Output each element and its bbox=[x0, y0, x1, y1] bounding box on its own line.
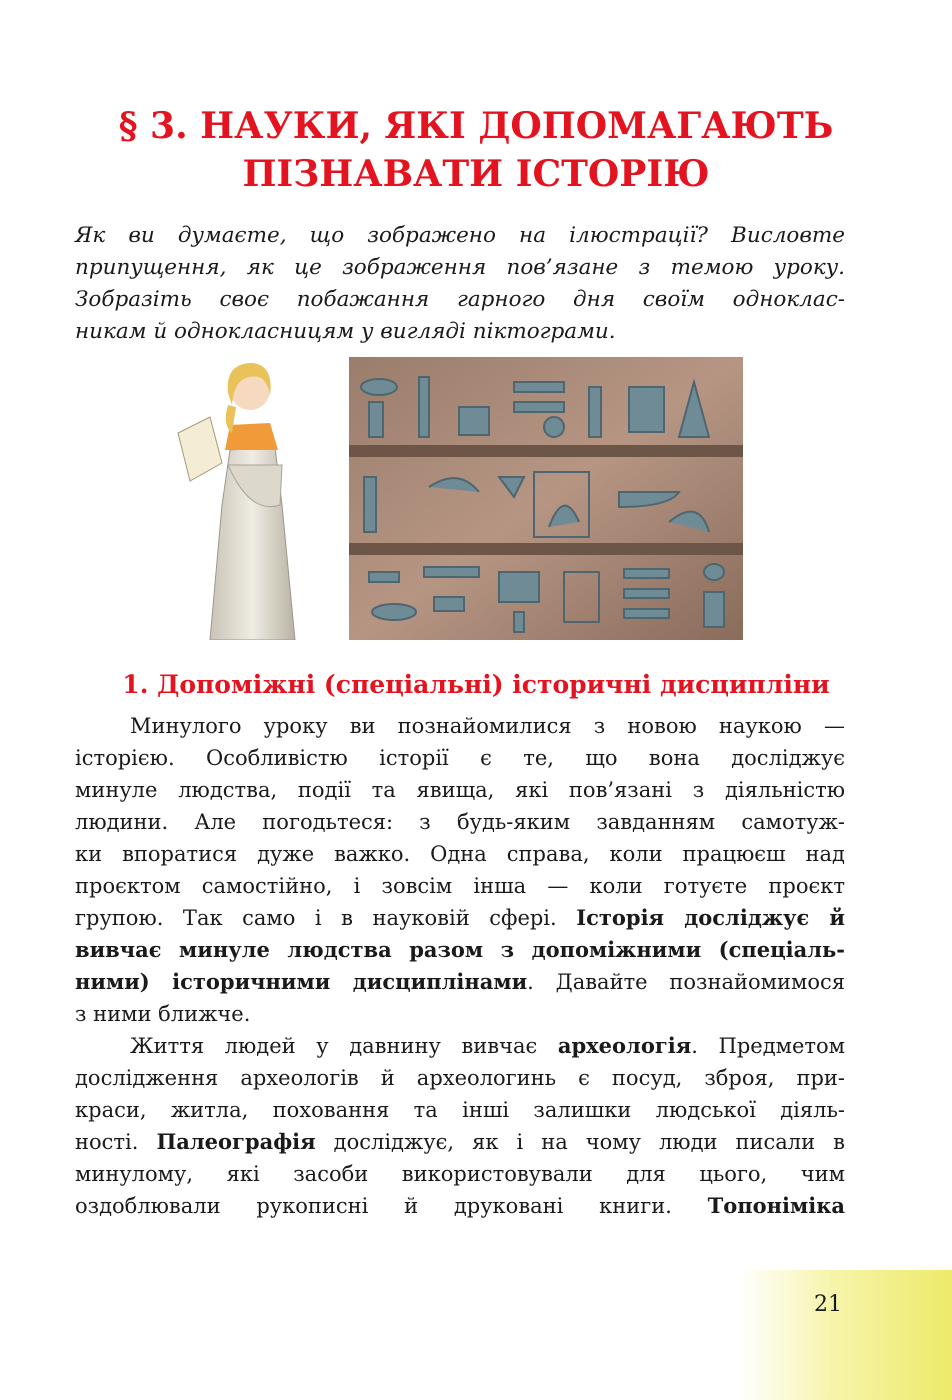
text-line: проєктом самостійно, і зовсім інша — коли готуєте проєкт bbox=[75, 874, 845, 898]
page-corner-decoration bbox=[740, 1270, 952, 1400]
text-fragment: групою. Так само і в науковій сфері. bbox=[75, 906, 557, 930]
text-fragment: оздоблювали рукописні й друковані книги. bbox=[75, 1194, 672, 1218]
section-heading: 1. Допоміжні (спеціальні) історичні дисципліни bbox=[122, 670, 830, 699]
text-line bbox=[75, 934, 845, 966]
intro-line: Як ви думаєте, що зображено на ілюстрації? Висловте bbox=[75, 223, 845, 248]
text-line: минулому, які засоби використовували для цього, чим bbox=[75, 1162, 845, 1186]
title-line-1: § 3. НАУКИ, ЯКІ ДОПОМАГАЮТЬ bbox=[118, 105, 834, 147]
page-number: 21 bbox=[814, 1292, 842, 1317]
text-fragment: . Давайте познайомимося bbox=[527, 970, 845, 994]
text-line: ки впоратися дуже важко. Одна справа, коли працюєш над bbox=[75, 842, 845, 866]
text-line: минуле людства, події та явища, які пов’язані з діяльністю bbox=[75, 778, 845, 802]
text-line bbox=[75, 966, 845, 998]
bold-term-toponymy: Топоніміка bbox=[707, 1193, 845, 1218]
bold-term: вивчає минуле людства разом з допоміжними (спеціаль- bbox=[75, 937, 845, 962]
intro-line: Зобразіть своє побажання гарного дня своїм однoклас- bbox=[75, 287, 845, 312]
hieroglyphs-photo bbox=[349, 357, 743, 640]
text-line: Минулого уроку ви познайомилися з новою наукою — bbox=[130, 714, 845, 738]
main-text bbox=[75, 710, 845, 1222]
paragraph-title bbox=[0, 102, 952, 198]
bold-term: Історія досліджує й bbox=[576, 905, 845, 930]
bold-term: ними) історичними дисциплінами bbox=[75, 969, 528, 994]
text-line: з ними ближче. bbox=[75, 1002, 251, 1026]
text-fragment: ності. bbox=[75, 1130, 139, 1154]
text-line: людини. Але погодьтеся: з будь-яким завданням самотуж- bbox=[75, 810, 845, 834]
title-line-2: ПІЗНАВАТИ ІСТОРІЮ bbox=[242, 153, 710, 195]
text-line: історією. Особливістю історії є те, що вона досліджує bbox=[75, 746, 845, 770]
bold-term-archaeology: археологія bbox=[557, 1033, 692, 1058]
intro-line: никам й однокласницям у вигляді піктограми. bbox=[75, 319, 616, 344]
text-line bbox=[75, 1190, 845, 1222]
text-fragment: досліджує, як і на чому люди писали в bbox=[333, 1130, 845, 1154]
muse-with-scroll-illustration bbox=[170, 355, 310, 640]
bold-term-paleography: Палеографія bbox=[156, 1129, 316, 1154]
text-line: дослідження археологів й археологинь є посуд, зброя, при- bbox=[75, 1066, 845, 1090]
text-line: краси, житла, поховання та інші залишки людської діяль- bbox=[75, 1098, 845, 1122]
text-line bbox=[75, 1126, 845, 1158]
text-line bbox=[75, 1030, 845, 1062]
text-fragment: . Предметом bbox=[691, 1034, 845, 1058]
text-fragment: Життя людей у давнину вивчає bbox=[130, 1034, 538, 1058]
text-line bbox=[75, 902, 845, 934]
intro-line: припущення, як це зображення пов’язане з темою уроку. bbox=[75, 255, 845, 280]
intro-question bbox=[75, 220, 845, 348]
